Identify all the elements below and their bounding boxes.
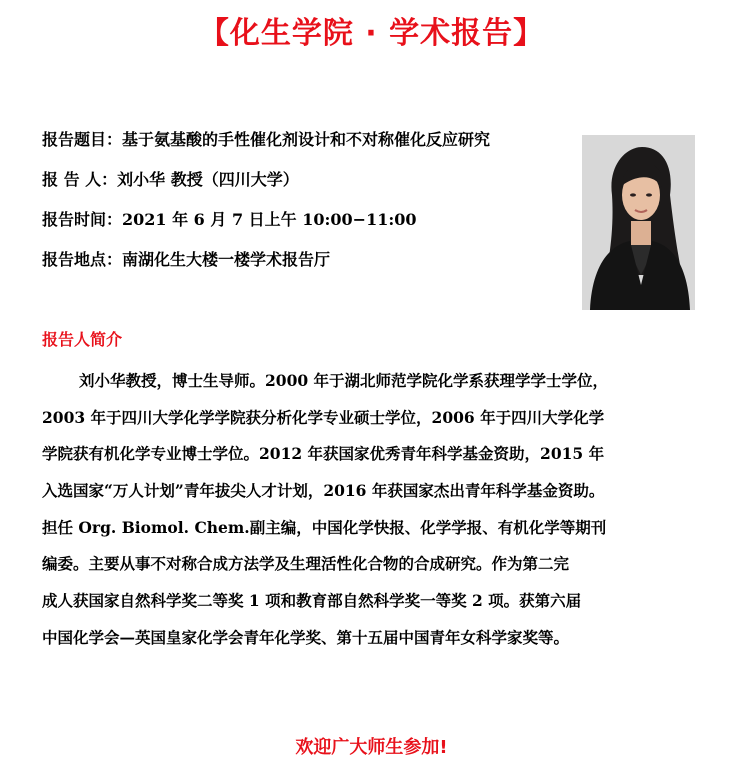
bio-line: 学院获有机化学专业博士学位。2012 年获国家优秀青年科学基金资助，2015 年: [42, 444, 605, 464]
report-location: 报告地点：南湖化生大楼一楼学术报告厅: [42, 250, 331, 269]
speaker-portrait-illustration: [582, 135, 695, 310]
report-info: [42, 126, 582, 286]
welcome-footer: 欢迎广大师生参加!: [295, 737, 448, 758]
bio-heading: 报告人简介: [42, 330, 123, 349]
bio-paragraph: [42, 366, 688, 660]
page-title: 【化生学院 · 学术报告】: [198, 16, 545, 51]
bio-line: 成人获国家自然科学奖二等奖 1 项和教育部自然科学奖一等奖 2 项。获第六届: [42, 591, 582, 611]
report-topic: 报告题目：基于氨基酸的手性催化剂设计和不对称催化反应研究: [42, 130, 491, 149]
bio-line: 入选国家“万人计划”青年拔尖人才计划，2016 年获国家杰出青年科学基金资助。: [42, 481, 605, 501]
report-time: 报告时间：2021 年 6 月 7 日上午 10:00−11:00: [42, 210, 417, 229]
bio-line: 2003 年于四川大学化学学院获分析化学专业硕士学位，2006 年于四川大学化学: [42, 407, 605, 427]
report-speaker: 报 告 人：刘小华 教授（四川大学）: [42, 170, 299, 189]
speaker-photo: [582, 135, 695, 310]
bio-line: 中国化学会—英国皇家化学会青年化学奖、第十五届中国青年女科学家奖等。: [42, 627, 570, 647]
bio-line: 编委。主要从事不对称合成方法学及生理活性化合物的合成研究。作为第二完: [42, 554, 570, 574]
bio-line: 刘小华教授，博士生导师。2000 年于湖北师范学院化学系获理学学士学位，: [79, 371, 609, 390]
bio-line: 担任 Org. Biomol. Chem.副主编，中国化学快报、化学学报、有机化学等期刊: [42, 517, 607, 537]
